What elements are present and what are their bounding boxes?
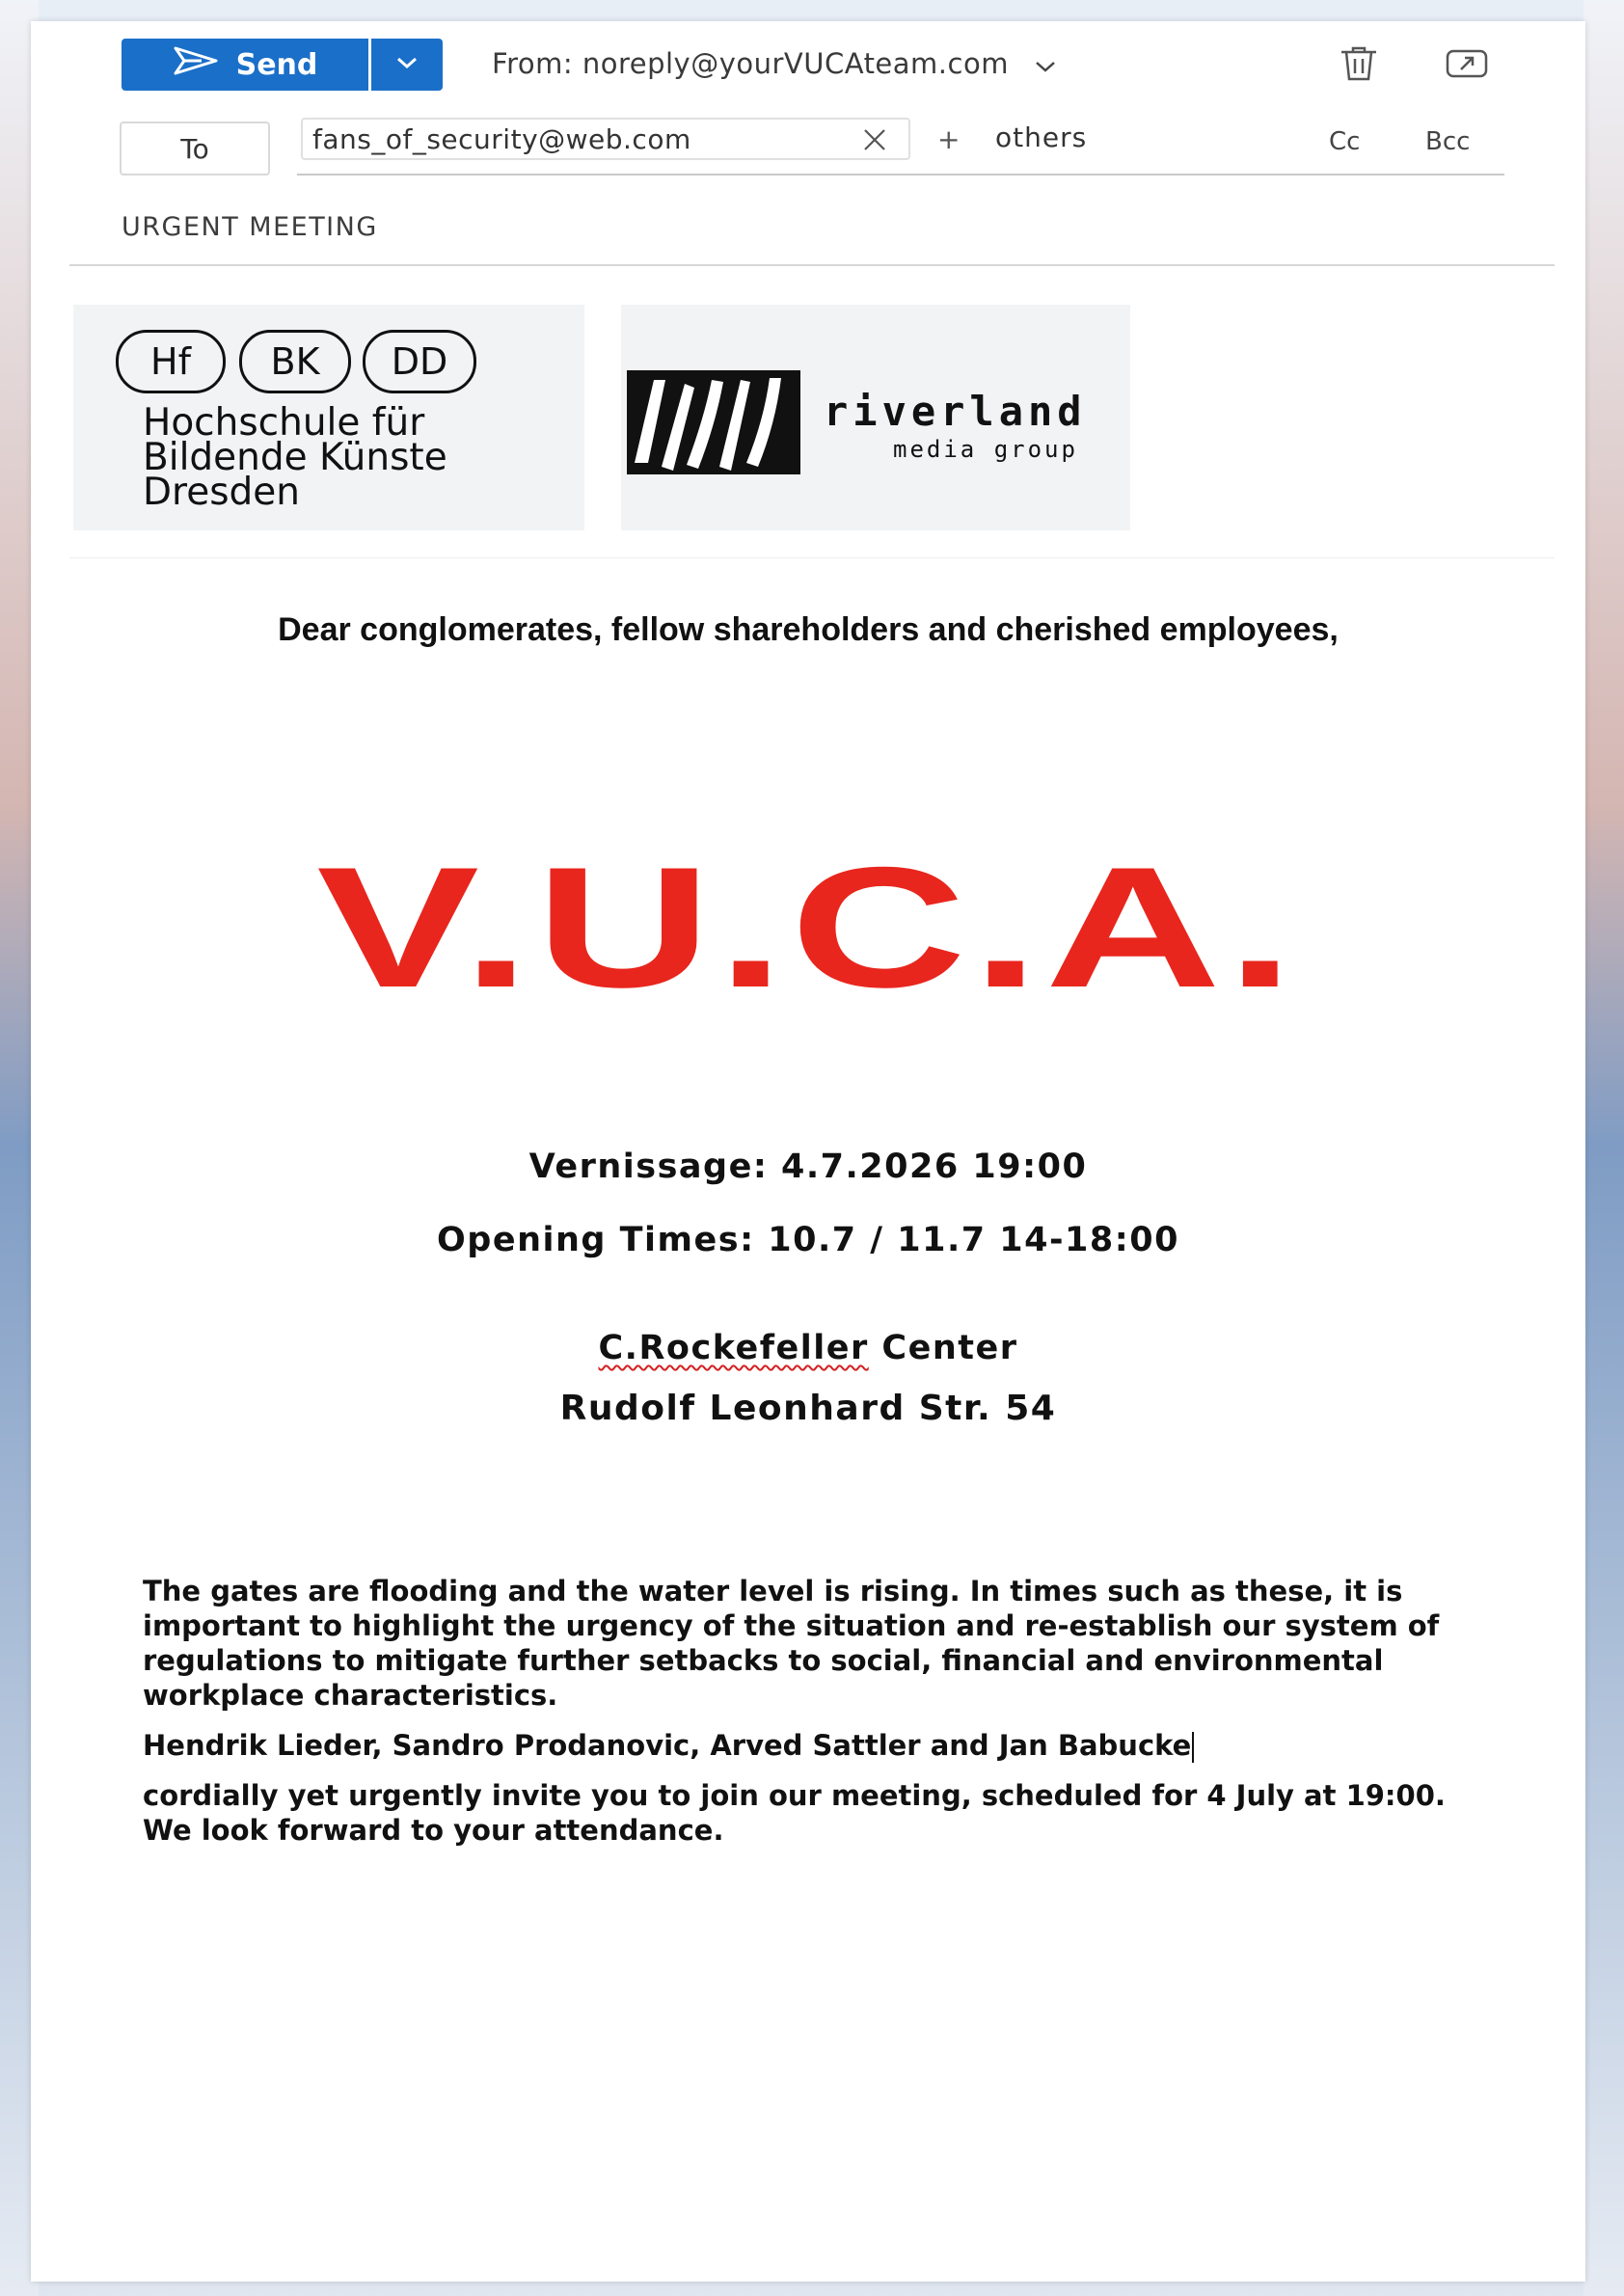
- opening-times-line[interactable]: Opening Times: 10.7 / 11.7 14-18:00: [437, 1221, 1179, 1259]
- cc-button[interactable]: Cc: [1329, 127, 1361, 156]
- logo-badge-hf: Hf: [116, 330, 226, 393]
- venue-name-misspelled: C.Rockefeller: [598, 1329, 869, 1367]
- venue-name[interactable]: [31, 1329, 1585, 1367]
- greeting[interactable]: Dear conglomerates, fellow shareholders and cherished employees,: [278, 611, 1339, 648]
- from-address: From: noreply@yourVUCAteam.com: [492, 47, 1009, 80]
- text-cursor: [1192, 1732, 1194, 1763]
- pop-out-button[interactable]: [1445, 46, 1489, 85]
- subject-field[interactable]: URGENT MEETING: [122, 212, 378, 242]
- recipient-chip[interactable]: [301, 118, 910, 160]
- logo-text-line: Dresden: [143, 471, 300, 514]
- logo-divider: [69, 557, 1555, 558]
- chevron-down-icon: [1034, 47, 1057, 80]
- others-label[interactable]: others: [995, 122, 1088, 153]
- venue-address[interactable]: Rudolf Leonhard Str. 54: [559, 1389, 1057, 1428]
- to-button-label: To: [180, 132, 209, 165]
- signatories-line[interactable]: [143, 1728, 1493, 1763]
- logo-badge-bk: BK: [239, 330, 351, 393]
- discard-button[interactable]: [1337, 46, 1381, 85]
- riverland-logo: [621, 305, 1130, 530]
- plus-icon: +: [937, 123, 961, 155]
- recipients-field[interactable]: [297, 118, 1504, 176]
- paragraph-text: The gates are flooding and the water level is rising. In times such as these, it is important to highlight the urgency of the situation and re-establish our system of regulations to mitigate further setbacks to social, financial and environmental workplace characteristics.: [143, 1575, 1440, 1712]
- paragraph-text: cordially yet urgently invite you to join our meeting, scheduled for 4 July at 19:00. We look forward to your attendance.: [143, 1779, 1446, 1847]
- pop-out-icon: [1445, 47, 1489, 84]
- logo-text-line: Hochschule für: [143, 401, 425, 445]
- invitation-paragraph[interactable]: [143, 1778, 1493, 1848]
- logo-badge-dd: DD: [363, 330, 476, 393]
- send-icon: [173, 45, 219, 84]
- riverland-mark-icon: [627, 370, 800, 474]
- email-compose-window: [31, 21, 1585, 2282]
- riverland-name: riverland: [824, 388, 1087, 435]
- send-options-button[interactable]: [371, 39, 443, 91]
- vuca-title[interactable]: V.U.C.A.: [316, 831, 1300, 1023]
- venue-name-suffix: Center: [868, 1329, 1018, 1367]
- body-paragraph[interactable]: [143, 1574, 1493, 1713]
- bcc-button[interactable]: Bcc: [1425, 127, 1471, 156]
- send-button-label: Send: [235, 47, 318, 82]
- riverland-subtitle: media group: [893, 436, 1078, 463]
- hfbk-logo: [73, 305, 584, 530]
- to-button[interactable]: [120, 122, 270, 176]
- trash-icon: [1338, 45, 1380, 86]
- desktop-background-right: [1583, 0, 1624, 2296]
- logo-text-line: Bildende Künste: [143, 436, 447, 479]
- send-button-group: [122, 39, 443, 91]
- recipient-address: fans_of_security@web.com: [312, 122, 691, 155]
- send-button[interactable]: [122, 39, 368, 91]
- signatories-names: Hendrik Lieder, Sandro Prodanovic, Arved Sattler and Jan Babucke: [143, 1729, 1192, 1762]
- vernissage-line[interactable]: Vernissage: 4.7.2026 19:00: [528, 1148, 1088, 1186]
- chevron-down-icon: [394, 55, 420, 74]
- from-selector[interactable]: [492, 47, 1057, 80]
- close-icon[interactable]: [860, 125, 889, 161]
- header-divider: [69, 264, 1555, 266]
